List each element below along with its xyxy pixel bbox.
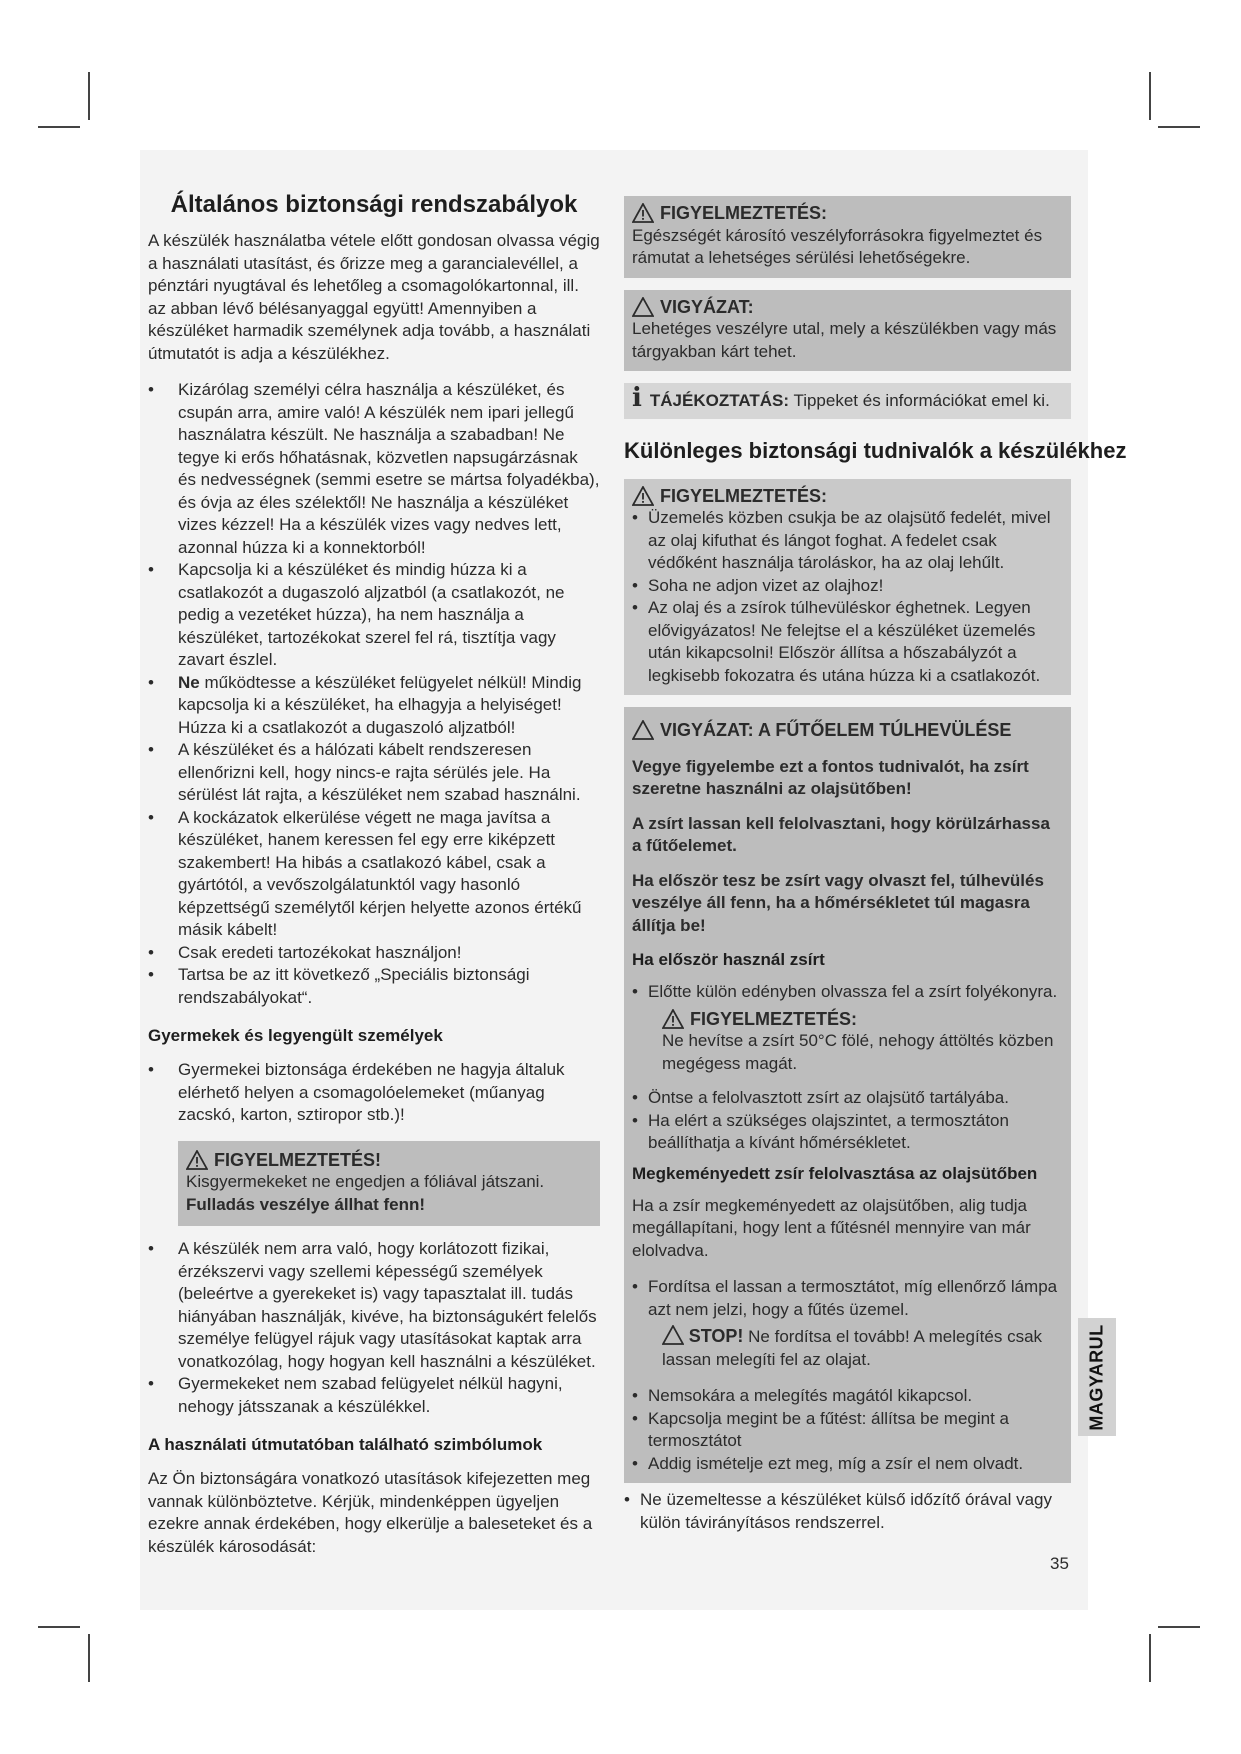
- symbols-heading: A használati útmutatóban található szimbólumok: [148, 1435, 543, 1454]
- list-item: • Kizárólag személyi célra használja a készüléket, és csupán arra, amire való! A készülék nem ipari jellegű használatra készült. Ne használja a szabadban! Ne tegye ki erős hőhatásnak, közvetlen napsugárzásnak és nedvességnek (semmi esetre se mártsa folyadékba), és óvja az éles szélektől! Ne használja a készüléket vizes kézzel! Ha a készülék vizes vagy nedves lett, azonnal húzza ki a konnektorból!: [148, 379, 600, 559]
- list-item: • Soha ne adjon vizet az olajhoz!: [632, 575, 1061, 598]
- special-safety-heading: Különleges biztonsági tudnivalók a készülékhez: [624, 437, 1127, 463]
- warning-triangle-icon: [186, 1150, 208, 1170]
- warning-body: Ne hevítse a zsírt 50°C fölé, nehogy áttöltés közben megégess magát.: [662, 1031, 1054, 1073]
- children-list: [148, 1059, 600, 1127]
- inner-warning: [662, 1008, 1061, 1076]
- emphasis-ne: Ne: [178, 672, 200, 692]
- list-item: • Addig ismételje ezt meg, míg a zsír el nem olvadt.: [632, 1453, 1061, 1476]
- page-title: Általános biztonsági rendszabályok: [170, 191, 578, 218]
- special-warning-list: [632, 507, 1061, 687]
- list-item: • A készüléket és a hálózati kábelt rendszeresen ellenőrizni kell, hogy nincs-e rajta sérülés jele. Ha sérülést lát rajta, a készüléket nem szabad használni.: [148, 739, 600, 807]
- warning-title-text: FIGYELMEZTETÉS:: [660, 203, 828, 223]
- warning-triangle-icon: [662, 1009, 684, 1029]
- first-use-heading: Ha először használ zsírt: [632, 950, 825, 969]
- crop-mark-br-h: [1158, 1626, 1200, 1628]
- list-item: • Gyermekeket nem szabad felügyelet nélkül hagyni, nehogy játsszanak a készülékkel.: [148, 1373, 600, 1418]
- warning-title: [632, 202, 1061, 225]
- warning-text: Kisgyermekeket ne engedjen a fóliával játszani.: [186, 1172, 545, 1191]
- stop-note: [662, 1325, 1061, 1371]
- list-item: • Ha elért a szükséges olajszintet, a termosztáton beállíthatja a kívánt hőmérsékletet.: [632, 1110, 1061, 1155]
- warning-symbol-box: [624, 196, 1071, 278]
- special-warning-box: [624, 479, 1071, 696]
- children-warning-box: [178, 1141, 600, 1227]
- language-tab: [1078, 1318, 1116, 1436]
- crop-mark-tr-v: [1149, 72, 1151, 120]
- list-item: • Kapcsolja ki a készüléket és mindig húzza ki a csatlakozót a dugaszoló aljzatból (a csatlakozót, ne pedig a vezetéket húzza), ha nem használja a készüléket, tartozékokat szerel fel rá, tisztítja vagy zavart észlel.: [148, 559, 600, 672]
- list-item-text: működtesse a készüléket felügyelet nélkül! Mindig kapcsolja ki a készüléket, ha elhagyja a helyiséget! Húzza ki a csatlakozót a dugaszoló aljzatból!: [178, 672, 582, 737]
- warning-bold-text: Fulladás veszélye állhat fenn!: [186, 1194, 426, 1214]
- left-column: [148, 190, 600, 1572]
- list-item: • Tartsa be az itt következő „Speciális biztonsági rendszabályokat“.: [148, 964, 600, 1009]
- hardened-fat-heading: Megkeményedett zsír felolvasztása az olajsütőben: [632, 1163, 1038, 1183]
- crop-mark-bl-v: [88, 1634, 90, 1682]
- list-item: • Kapcsolja megint be a fűtést: állítsa be megint a termosztátot: [632, 1408, 1061, 1453]
- caution-body: Lehetéges veszélyre utal, mely a készülékben vagy más tárgyakban kárt tehet.: [632, 319, 1057, 361]
- info-icon: i: [632, 383, 642, 413]
- language-tab-label: MAGYARUL: [1086, 1323, 1107, 1431]
- warning-title-text: FIGYELMEZTETÉS:: [660, 485, 828, 506]
- list-item: • Fordítsa el lassan a termosztátot, míg ellenőrző lámpa azt nem jelzi, hogy a fűtés üzemel.: [632, 1276, 1061, 1321]
- list-item: • Az olaj és a zsírok túlhevüléskor éghetnek. Legyen elővigyázatos! Ne felejtse el a készüléket üzemelés után kikapcsolni! Először állítsa a hőszabályzót a legkisebb fokozatra és utána húzza ki a csatlakozót.: [632, 597, 1061, 687]
- caution-triangle-icon: [662, 1325, 684, 1345]
- stop-text: Ne fordítsa el tovább! A melegítés csak lassan melegíti fel az olajat.: [662, 1327, 1043, 1369]
- hardened-fat-list-2: [632, 1385, 1061, 1475]
- list-item: • Öntse a felolvasztott zsírt az olajsütő tartályába.: [632, 1087, 1061, 1110]
- caution-triangle-icon: [632, 720, 654, 740]
- caution-title: [632, 296, 1061, 319]
- hardened-fat-list: [632, 1276, 1061, 1321]
- list-item: • Nemsokára a melegítés magától kikapcsol.: [632, 1385, 1061, 1408]
- info-text: Tippeket és információkat emel ki.: [789, 391, 1050, 410]
- caution-paragraph-3: Ha először tesz be zsírt vagy olvaszt fel, túlhevülés veszélye áll fenn, ha a hőmérsékletet túl magasra állítja be!: [632, 870, 1044, 935]
- info-symbol-box: [624, 383, 1071, 419]
- caution-title: [632, 719, 1061, 742]
- caution-title-text: VIGYÁZAT:: [660, 296, 754, 317]
- children-heading: Gyermekek és legyengült személyek: [148, 1026, 443, 1045]
- list-item: • A készülék nem arra való, hogy korlátozott fizikai, érzékszervi vagy szellemi képességű személyek (beleértve a gyerekeket is) vagy tapasztalat ill. tudás hiányában használják, kivéve, ha biztonságukért felelős személye felügyel rájuk vagy utasításokat kaptak arra vonatkozólag, hogy hogyan kell használni a készüléket.: [148, 1238, 600, 1373]
- list-item: • A kockázatok elkerülése végett ne maga javítsa a készüléket, hanem keressen fel egy erre kiképzett szakembert! Ha hibás a csatlakozó kábel, csak a gyártótól, a vevőszolgálatunktól vagy hasonló képzettségű személytől kérjen helyette azonos értékű másik kábelt!: [148, 807, 600, 942]
- crop-mark-br-v: [1149, 1634, 1151, 1682]
- warning-title: [632, 485, 1061, 508]
- stop-title: STOP!: [688, 1326, 744, 1346]
- symbols-paragraph: Az Ön biztonságára vonatkozó utasítások kifejezetten meg vannak különböztetve. Kérjük, mindenképpen ügyeljen ezekre annak érdekében, hogy elkerülje a baleseteket és a készülék károsodását:: [148, 1469, 593, 1556]
- warning-body: Egészségét károsító veszélyforrásokra figyelmeztet és rámutat a lehetséges sérülési lehetőségekre.: [632, 225, 1043, 267]
- first-use-list-2: [632, 1087, 1061, 1155]
- list-item: [148, 672, 600, 740]
- warning-title: [662, 1008, 1061, 1031]
- page-number: 35: [1050, 1554, 1069, 1573]
- children-list-2: [148, 1238, 600, 1418]
- list-item: • Ne üzemeltesse a készüléket külső időzítő órával vagy külön távirányításos rendszerrel.: [624, 1489, 1071, 1534]
- crop-mark-tl-v: [88, 72, 90, 120]
- crop-mark-tl-h: [38, 126, 80, 128]
- caution-paragraph-1: Vegye figyelembe ezt a fontos tudnivalót, ha zsírt szeretne használni az olajsütőben!: [632, 756, 1029, 798]
- overheating-caution-box: [624, 707, 1071, 1483]
- caution-title-text: VIGYÁZAT: A FŰTŐELEM TÚLHEVÜLÉSE: [660, 720, 1012, 740]
- caution-symbol-box: [624, 290, 1071, 372]
- list-item: • Előtte külön edényben olvassza fel a zsírt folyékonyra.: [632, 981, 1061, 1004]
- general-rules-list: [148, 379, 600, 1009]
- hardened-fat-paragraph: Ha a zsír megkeményedett az olajsütőben, alig tudja megállapítani, hogy lent a fűtésnél mennyire van már elolvadva.: [632, 1195, 1031, 1260]
- crop-mark-bl-h: [38, 1626, 80, 1628]
- warning-title-text: FIGYELMEZTETÉS:: [690, 1008, 858, 1029]
- list-item: • Gyermekei biztonsága érdekében ne hagyja általuk elérhető helyen a csomagolóelemeket (műanyag zacskó, karton, sztiropor stb.)!: [148, 1059, 600, 1127]
- warning-triangle-icon: [632, 486, 654, 506]
- caution-paragraph-2: A zsírt lassan kell felolvasztani, hogy körülzárhassa a fűtőelemet.: [632, 813, 1050, 855]
- warning-triangle-icon: [632, 203, 654, 223]
- warning-title-text: FIGYELMEZTETÉS!: [214, 1149, 382, 1170]
- info-title: TÁJÉKOZTATÁS:: [649, 391, 790, 410]
- warning-title: [186, 1149, 590, 1172]
- list-item: • Csak eredeti tartozékokat használjon!: [148, 942, 600, 965]
- intro-paragraph: A készülék használatba vétele előtt gondosan olvassa végig a használati utasítást, és őrizze meg a garancialevéllel, a pénztári nyugtával és lehetőleg a csomagolókartonnal, ill. az abban lévő bélésanyaggal együtt! Amennyiben a készüléket harmadik személynek adja tovább, a használati útmutatót is adja a készülékhez.: [148, 231, 600, 363]
- caution-triangle-icon: [632, 297, 654, 317]
- crop-mark-tr-h: [1158, 126, 1200, 128]
- first-use-list: [632, 981, 1061, 1004]
- warning-body: [186, 1171, 590, 1216]
- final-list: [624, 1489, 1071, 1534]
- list-item: • Üzemelés közben csukja be az olajsütő fedelét, mivel az olaj kifuthat és lángot foghat. A fedelet csak védőként használja tároláskor, ha az olaj lehűlt.: [632, 507, 1061, 575]
